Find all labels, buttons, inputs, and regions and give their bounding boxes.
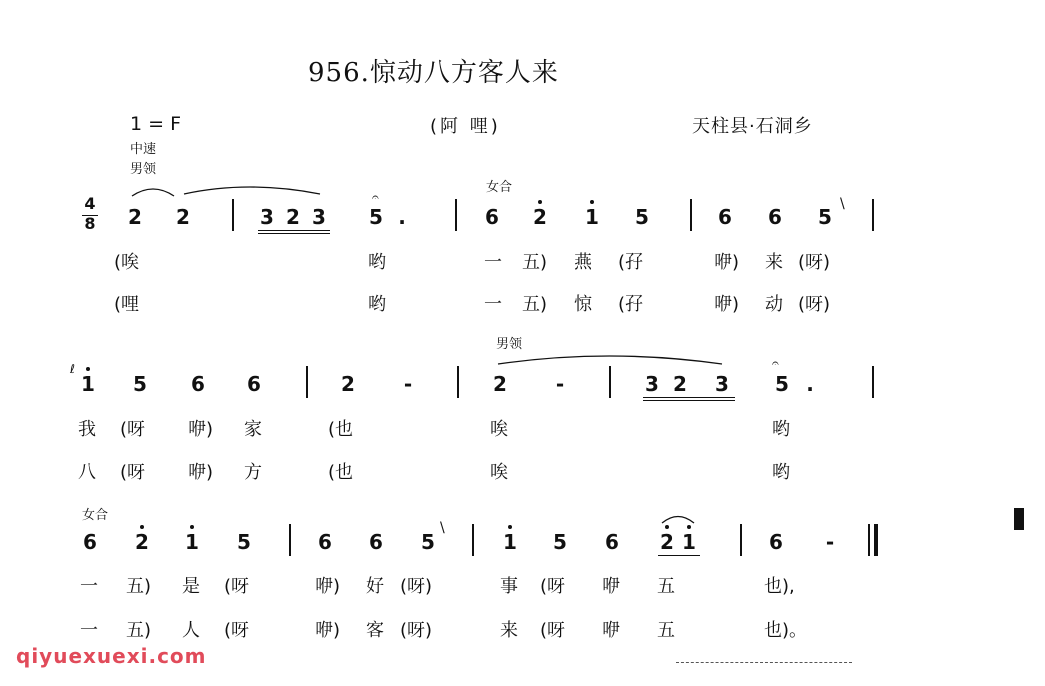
lyric: (呀) — [400, 620, 433, 641]
octave-dot — [140, 525, 144, 529]
note: 6 — [369, 530, 383, 554]
barline — [306, 366, 308, 398]
dot: . — [806, 372, 814, 396]
barline — [472, 524, 474, 556]
page-edge-marker — [1014, 508, 1024, 530]
lyric: (呀 — [120, 419, 146, 440]
lyric: 咿) — [714, 252, 740, 273]
lyric: (呀 — [540, 620, 566, 641]
note: 1 — [503, 530, 517, 554]
dot: . — [398, 205, 406, 229]
song-title: 956.惊动八方客人来 — [308, 58, 559, 88]
octave-dot — [590, 200, 594, 204]
chorus-label: 女合 — [82, 508, 109, 523]
lyric: 惊 — [574, 294, 592, 315]
lyric: 燕 — [574, 252, 592, 273]
dash: - — [555, 372, 565, 396]
lyric: 也)。 — [764, 620, 808, 641]
lyric: (呀 — [224, 576, 250, 597]
lyric: (孖 — [618, 252, 644, 273]
lyric: 哟 — [772, 419, 790, 440]
fermata-icon: 𝄐 — [372, 190, 379, 204]
key-signature: 1 = F — [130, 113, 182, 135]
note: 5 — [775, 372, 789, 396]
lyric: (呀 — [540, 576, 566, 597]
slur-marks — [494, 348, 730, 368]
lyric: 一 — [484, 252, 502, 273]
barline — [609, 366, 611, 398]
note: 2 — [493, 372, 507, 396]
note: 3 — [312, 205, 326, 229]
barline — [455, 199, 457, 231]
lyric: 我 — [78, 419, 96, 440]
note: 2 — [341, 372, 355, 396]
lyric: (也 — [328, 419, 354, 440]
note: 6 — [605, 530, 619, 554]
slur-marks — [128, 180, 328, 200]
lyric: 咿 — [602, 620, 620, 641]
note: 1 — [585, 205, 599, 229]
slur-marks — [658, 510, 698, 526]
note: 3 — [260, 205, 274, 229]
lyric: 咿) — [188, 419, 214, 440]
fermata-icon: 𝄐 — [772, 356, 779, 370]
lyric: 咿 — [602, 576, 620, 597]
note: 6 — [191, 372, 205, 396]
note: 5 — [237, 530, 251, 554]
note: 6 — [247, 372, 261, 396]
barline — [457, 366, 459, 398]
barline — [232, 199, 234, 231]
underline-beam — [643, 397, 735, 398]
octave-dot — [665, 525, 669, 529]
note: 6 — [83, 530, 97, 554]
lyric: 五 — [657, 620, 675, 641]
time-signature-top: 4 — [84, 194, 96, 213]
lyric: 方 — [244, 462, 262, 483]
lyric: 哟 — [368, 252, 386, 273]
origin-label: 天柱县·石洞乡 — [692, 116, 813, 137]
lyric: 动 — [765, 294, 783, 315]
lyric: 五) — [522, 252, 548, 273]
lyric: (呀) — [798, 252, 831, 273]
note: 5 — [133, 372, 147, 396]
lyric: 好 — [366, 576, 384, 597]
note: 2 — [660, 530, 674, 554]
note: 6 — [769, 530, 783, 554]
lyric: 五 — [657, 576, 675, 597]
barline — [740, 524, 742, 556]
note: 2 — [176, 205, 190, 229]
octave-dot — [687, 525, 691, 529]
lyric: 五) — [522, 294, 548, 315]
barline — [690, 199, 692, 231]
genre-label: (阿 哩) — [430, 116, 501, 137]
dash: - — [403, 372, 413, 396]
underline-beam — [258, 230, 330, 231]
lyric: (呀 — [224, 620, 250, 641]
note: 3 — [715, 372, 729, 396]
note: 5 — [421, 530, 435, 554]
time-signature-bottom: 8 — [84, 214, 96, 233]
note: 2 — [135, 530, 149, 554]
footer-credit-fragment — [676, 662, 852, 663]
lyric: 八 — [78, 462, 96, 483]
grace-mark: \ — [840, 196, 845, 212]
chorus-label: 女合 — [486, 180, 513, 195]
lyric: 也), — [764, 576, 795, 597]
note: 5 — [635, 205, 649, 229]
grace-mark: \ — [440, 520, 445, 536]
octave-dot — [538, 200, 542, 204]
lyric: (呀 — [120, 462, 146, 483]
lyric: 唉 — [490, 462, 508, 483]
barline — [289, 524, 291, 556]
note: 6 — [768, 205, 782, 229]
lyric: 客 — [366, 620, 384, 641]
lyric: (呀) — [798, 294, 831, 315]
note: 5 — [553, 530, 567, 554]
lyric: 哟 — [772, 462, 790, 483]
note: 3 — [645, 372, 659, 396]
lyric: 一 — [80, 620, 98, 641]
lyric: 咿) — [714, 294, 740, 315]
lyric: 来 — [765, 252, 783, 273]
lyric: 咿) — [188, 462, 214, 483]
underline-beam — [658, 555, 700, 556]
note: 6 — [485, 205, 499, 229]
underline-beam — [643, 400, 735, 401]
octave-dot — [508, 525, 512, 529]
note: 5 — [369, 205, 383, 229]
note: 2 — [286, 205, 300, 229]
note: 2 — [673, 372, 687, 396]
note: 6 — [718, 205, 732, 229]
underline-beam — [258, 233, 330, 234]
lyric: 来 — [500, 620, 518, 641]
lyric: (呀) — [400, 576, 433, 597]
octave-dot — [190, 525, 194, 529]
lyric: 哟 — [368, 294, 386, 315]
lyric: 家 — [244, 419, 262, 440]
final-barline-thin — [868, 524, 870, 556]
note: 1 — [185, 530, 199, 554]
lyric: 咿) — [315, 620, 341, 641]
final-barline-thick — [874, 524, 878, 556]
lyric: 一 — [80, 576, 98, 597]
lyric: 是 — [182, 576, 200, 597]
note: 2 — [128, 205, 142, 229]
lyric: (哩 — [114, 294, 140, 315]
octave-dot — [86, 367, 90, 371]
barline — [872, 366, 874, 398]
barline — [872, 199, 874, 231]
lyric: 五) — [126, 576, 152, 597]
lyric: (也 — [328, 462, 354, 483]
lyric: 五) — [126, 620, 152, 641]
grace-mark: ℓ — [70, 362, 75, 376]
note: 6 — [318, 530, 332, 554]
lyric: (唉 — [114, 252, 140, 273]
note: 1 — [81, 372, 95, 396]
lyric: (孖 — [618, 294, 644, 315]
lyric: 咿) — [315, 576, 341, 597]
note: 2 — [533, 205, 547, 229]
lead-part-label: 男领 — [496, 337, 523, 352]
note: 1 — [682, 530, 696, 554]
lyric: 唉 — [490, 419, 508, 440]
tempo-marking: 中速 — [130, 142, 157, 157]
note: 5 — [818, 205, 832, 229]
lead-part-label: 男领 — [130, 162, 157, 177]
lyric: 一 — [484, 294, 502, 315]
dash: - — [825, 530, 835, 554]
lyric: 人 — [182, 620, 200, 641]
watermark: qiyuexuexi.com — [16, 644, 207, 668]
lyric: 事 — [500, 576, 518, 597]
